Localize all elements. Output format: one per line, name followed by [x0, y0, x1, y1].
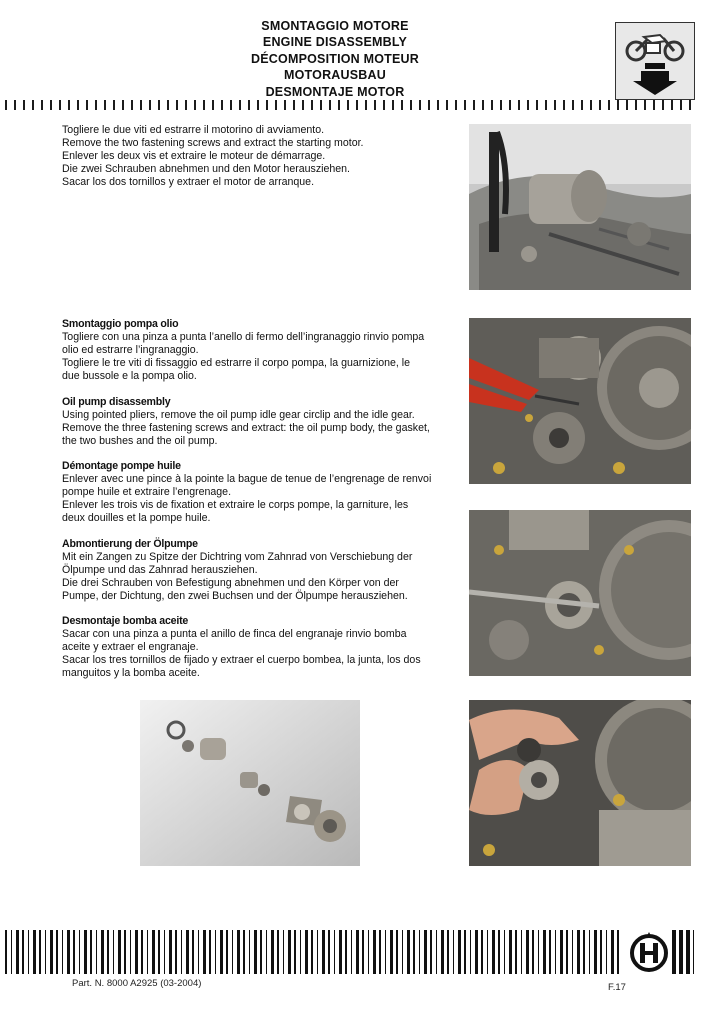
block-english: [62, 396, 454, 448]
title-english: ENGINE DISASSEMBLY: [262, 35, 408, 50]
heading-english: Oil pump disassembly: [62, 395, 171, 408]
block-spanish: [62, 615, 454, 680]
pump-screws-photo: [469, 510, 691, 676]
text-line: Remove the three fastening screws and extract: the oil pump body, the gasket,: [62, 421, 430, 434]
title-spanish: DESMONTAJE MOTOR: [265, 84, 405, 99]
page-title: [200, 18, 470, 100]
instruction-german: Die zwei Schrauben abnehmen und den Motor herausziehen.: [62, 163, 350, 175]
oil-pump-parts-photo: [140, 700, 360, 866]
text-line: Ölpumpe und das Zahnrad herausziehen.: [62, 563, 258, 576]
text-line: Togliere con una pinza a punta l’anello di fermo dell’ingranaggio rinvio pompa: [62, 331, 425, 343]
heading-italian: Smontaggio pompa olio: [62, 318, 179, 330]
heading-french: Démontage pompe huile: [62, 460, 181, 472]
block-german: [62, 538, 454, 603]
starter-motor-photo: [469, 124, 691, 290]
title-french: DÉCOMPOSITION MOTEUR: [251, 51, 419, 66]
footer-barcode: [5, 930, 623, 974]
text-line: Enlever les trois vis de fixation et extraire le corps pompe, la garniture, les: [62, 499, 409, 511]
text-line: olio ed estrarre l’ingranaggio.: [62, 344, 199, 356]
block-italian: [62, 318, 454, 383]
text-line: Sacar con una pinza a punta el anillo de finca del engranaje rinvio bomba: [62, 628, 407, 640]
text-line: the two bushes and the oil pump.: [62, 434, 218, 447]
instruction-english: Remove the two fastening screws and extract the starting motor.: [62, 137, 364, 149]
part-number: Part. N. 8000 A2925 (03-2004): [72, 978, 202, 989]
text-line: aceite y extraer el engranaje.: [62, 641, 199, 653]
instruction-french: Enlever les deux vis et extraire le moteur de démarrage.: [62, 150, 326, 162]
text-line: pompe huile et extraire l’engrenage.: [62, 486, 232, 498]
text-line: manguitos y la bomba aceite.: [62, 667, 200, 679]
text-line: Die drei Schrauben von Befestigung abnehmen und den Körper von der: [62, 576, 399, 589]
motorcycle-disassembly-icon: [615, 22, 695, 100]
block-french: [62, 460, 454, 525]
text-line: Using pointed pliers, remove the oil pump idle gear circlip and the idle gear.: [62, 408, 415, 421]
text-line: Togliere le tre viti di fissaggio ed estrarre il corpo pompa, la guarnizione, le: [62, 357, 411, 369]
text-line: Sacar los tres tornillos de fijado y extraer el cuerpo bombea, la junta, los dos: [62, 654, 421, 666]
text-line: Pumpe, der Dichtung, den zwei Buchsen und der Ölpumpe herausziehen.: [62, 589, 408, 602]
heading-german: Abmontierung der Ölpumpe: [62, 537, 198, 550]
text-line: deux douilles et la pompe huile.: [62, 512, 211, 524]
text-line: Enlever avec une pince à la pointe la bague de tenue de l’engrenage de renvoi: [62, 473, 432, 485]
title-german: MOTORAUSBAU: [284, 68, 386, 83]
oil-pump-instructions: [62, 318, 454, 693]
pump-extraction-photo: [469, 700, 691, 866]
heading-spanish: Desmontaje bomba aceite: [62, 615, 189, 627]
starter-motor-instructions: [62, 124, 442, 189]
page-number: F.17: [608, 982, 626, 993]
header-rule: [5, 100, 695, 110]
text-line: Mit ein Zangen zu Spitze der Dichtring vom Zahnrad von Verschiebung der: [62, 550, 413, 563]
instruction-italian: Togliere le due viti ed estrarre il motorino di avviamento.: [62, 124, 325, 136]
footer-barcode-right: [672, 930, 694, 974]
title-italian: SMONTAGGIO MOTORE: [261, 19, 409, 33]
instruction-spanish: Sacar los dos tornillos y extraer el motor de arranque.: [62, 176, 315, 188]
husqvarna-logo: [628, 930, 670, 976]
text-line: due bussole e la pompa olio.: [62, 370, 197, 382]
circlip-removal-photo: [469, 318, 691, 484]
